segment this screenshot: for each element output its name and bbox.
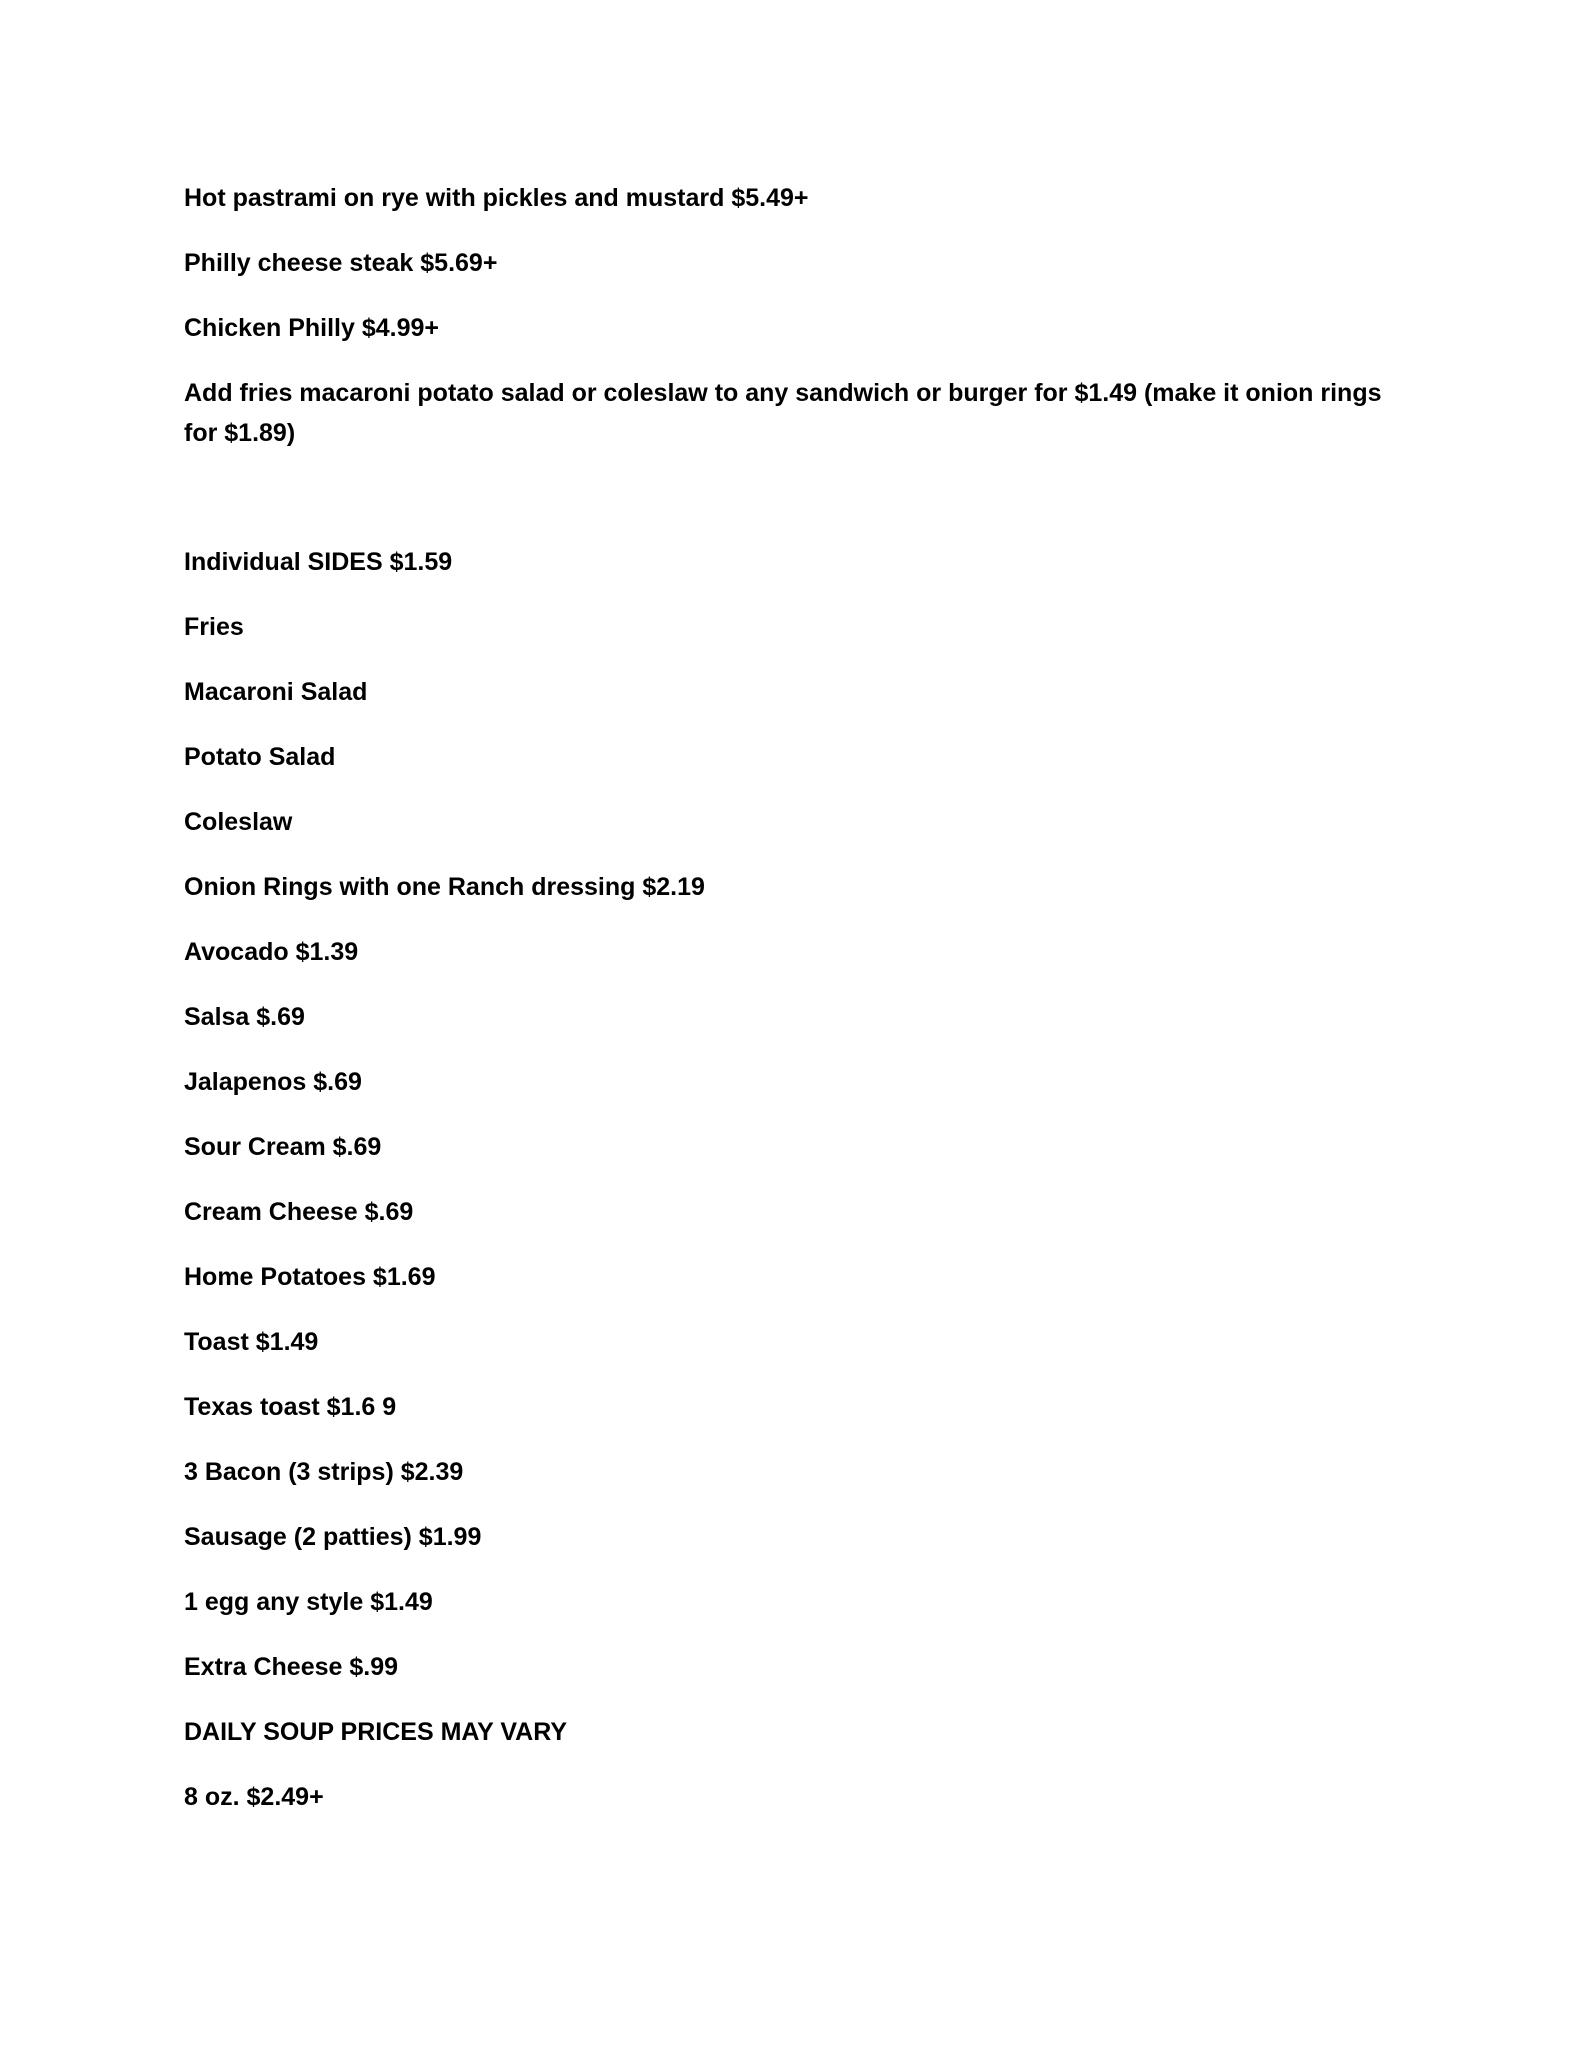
side-item-sausage: Sausage (2 patties) $1.99 <box>184 1523 482 1551</box>
section-spacer <box>184 478 1384 542</box>
side-item-bacon: 3 Bacon (3 strips) $2.39 <box>184 1458 464 1486</box>
side-item-extra-cheese: Extra Cheese $.99 <box>184 1653 399 1681</box>
sides-heading: Individual SIDES $1.59 <box>184 548 453 576</box>
side-item-macaroni-salad: Macaroni Salad <box>184 678 368 706</box>
side-item-fries: Fries <box>184 613 244 641</box>
side-item-potato-salad: Potato Salad <box>184 743 336 771</box>
soup-note: DAILY SOUP PRICES MAY VARY <box>184 1718 567 1746</box>
side-item-home-potatoes: Home Potatoes $1.69 <box>184 1263 436 1291</box>
menu-item-chicken-philly: Chicken Philly $4.99+ <box>184 314 439 342</box>
side-item-egg: 1 egg any style $1.49 <box>184 1588 433 1616</box>
side-item-cream-cheese: Cream Cheese $.69 <box>184 1198 414 1226</box>
menu-item-hot-pastrami: Hot pastrami on rye with pickles and mustard $5.49+ <box>184 184 809 212</box>
side-item-sour-cream: Sour Cream $.69 <box>184 1133 382 1161</box>
side-item-toast: Toast $1.49 <box>184 1328 319 1356</box>
menu-item-philly-cheese-steak: Philly cheese steak $5.69+ <box>184 249 498 277</box>
side-item-coleslaw: Coleslaw <box>184 808 293 836</box>
side-item-onion-rings: Onion Rings with one Ranch dressing $2.19 <box>184 873 705 901</box>
side-item-texas-toast: Texas toast $1.6 9 <box>184 1393 397 1421</box>
menu-note-add-side: Add fries macaroni potato salad or coleslaw to any sandwich or burger for $1.49 (make it onion rings for $1.89) <box>184 379 1382 447</box>
side-item-salsa: Salsa $.69 <box>184 1003 305 1031</box>
side-item-jalapenos: Jalapenos $.69 <box>184 1068 362 1096</box>
side-item-avocado: Avocado $1.39 <box>184 938 359 966</box>
soup-item-8oz: 8 oz. $2.49+ <box>184 1783 324 1811</box>
menu-content <box>184 178 1384 1842</box>
